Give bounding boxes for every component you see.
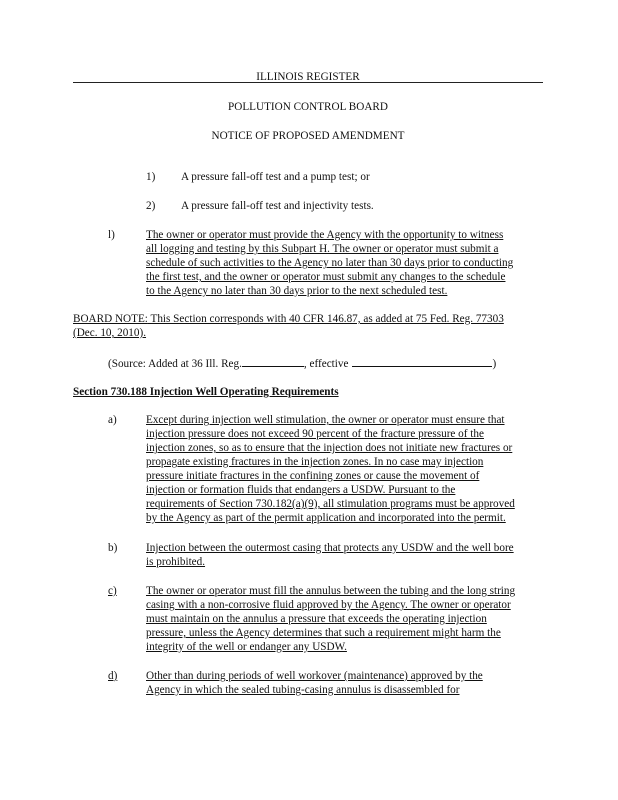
section-heading: Section 730.188 Injection Well Operating Requirements [73,386,339,398]
paragraph-line: injection zones, so as to ensure that the injection does not initiate new fractures or [146,442,513,454]
paragraph-line: is prohibited. [146,556,206,568]
source-effective: , effective [303,358,349,370]
paragraph-line: schedule of such activities to the Agency no later than 30 days prior to conducting [146,257,514,269]
subitem-number: 2) [146,200,156,212]
paragraph-line: to the Agency no later than 30 days prior to the next scheduled test. [146,285,448,297]
item-label: c) [108,585,117,597]
board-note-label: BOARD NOTE: [73,313,148,325]
source-prefix: (Source: Added at 36 Ill. Reg. [108,358,242,370]
header-rule [73,82,543,83]
board-note-line: (Dec. 10, 2010). [73,327,147,339]
source-note [108,354,496,373]
register-title: ILLINOIS REGISTER [256,71,360,83]
paragraph-line: propagate existing fractures in the injection zones. In no case may injection [146,456,484,468]
item-label: b) [108,542,118,554]
paragraph-line: The owner or operator must fill the annulus between the tubing and the long string [146,585,516,597]
item-label: d) [108,670,118,682]
paragraph-line: Injection between the outermost casing that protects any USDW and the well bore [146,542,514,554]
paragraph-line: The owner or operator must provide the Agency with the opportunity to witness [146,229,504,241]
board-note-text: This Section corresponds with 40 CFR 146.87, as added at 75 Fed. Reg. 77303 [147,313,504,325]
paragraph-line: casing with a non-corrosive fluid approved by the Agency. The owner or operator [146,599,511,611]
paragraph-line: injection or formation fluids that endangers a USDW. Pursuant to the [146,484,456,496]
effective-date-blank [352,354,492,367]
paragraph-line: Except during injection well stimulation, the owner or operator must ensure that [146,414,505,426]
register-blank [242,354,304,367]
item-label: a) [108,414,117,426]
paragraph-line: integrity of the well or endanger any USDW. [146,641,347,653]
subitem-number: 1) [146,171,156,183]
paragraph-line: injection pressure does not exceed 90 percent of the fracture pressure of the [146,428,484,440]
paragraph-line: pressure initiate fractures in the confining zones or cause the movement of [146,470,480,482]
paragraph-line: the first test, and the owner or operator must submit any changes to the schedule [146,271,506,283]
source-suffix: ) [492,358,497,370]
item-label: l) [108,229,115,241]
paragraph-line: pressure, unless the Agency determines that such a requirement might harm the [146,627,501,639]
notice-title: NOTICE OF PROPOSED AMENDMENT [211,130,405,142]
board-title: POLLUTION CONTROL BOARD [228,101,388,113]
paragraph-line: must maintain on the annulus a pressure that exceeds the operating injection [146,613,487,625]
paragraph-line: by the Agency as part of the permit application and incorporated into the permit. [146,512,506,524]
paragraph-line: Other than during periods of well workover (maintenance) approved by the [146,670,483,682]
subitem-text: A pressure fall-off test and a pump test; or [181,171,370,183]
paragraph-line: requirements of Section 730.182(a)(9), all stimulation programs must be approved [146,498,515,510]
subitem-text: A pressure fall-off test and injectivity tests. [181,200,374,212]
paragraph-line: all logging and testing by this Subpart H. The owner or operator must submit a [146,243,499,255]
paragraph-line: Agency in which the sealed tubing-casing annulus is disassembled for [146,684,460,696]
